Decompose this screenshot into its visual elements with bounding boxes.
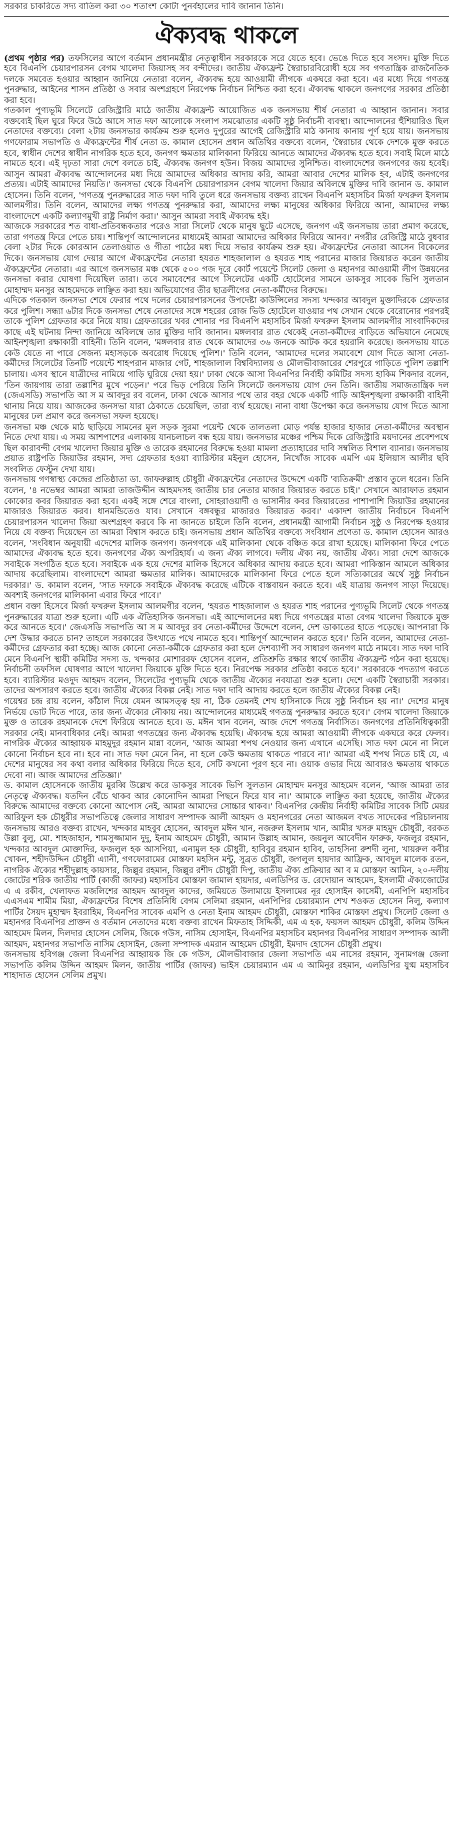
article-paragraph: প্রধান বক্তা হিসেবে মির্জা ফখরুল ইসলাম আলমগীর বলেন, 'হযরত শাহজালাল ও হযরত শাহ পরানের পুণ্যভূমি সিলেট থেকে গণতন্ত্র পুনরুদ্ধারের যাত্রা শুরু হলো। এটি এক ঐতিহাসিক জনসভা। এই আন্দোলনের মধ্য দিয়ে গণতন্ত্রের মাতা বেগম খালেদা জিয়াকে মুক্ত করে আনতে হবে।' জেএসডি সভাপতি আ স ম আবদুর রব নেতা-কর্মীদের উদ্দেশে বলেন, দেশ ডাকাতের হাতে পড়েছে। আপনারা কি দেশ উদ্ধার করতে চান? তাহলে সরকারের উৎখাতে পথে নামতে হবে। শান্তিপূর্ণ আন্দোলন করতে হবে।' তিনি বলেন, আমাদের নেতা-কর্মীদের গ্রেফতার করা হচ্ছে। আজ কোনো নেতা-কর্মীকে গ্রেফতার করা হলে দেশব্যাপী সব সাধারণ জনগণ মাঠে নামবে। সাত দফা দাবি মেনে বিএনপি স্থায়ী কমিটির সদস্য ড. খন্দকার মোশাররফ হোসেন বলেন, প্রতিশ্রুতি রক্ষার স্বার্থে জাতীয় ঐক্যফ্রন্ট গঠন করা হয়েছে। নির্বাচনী তফসিল ঘোষণার আগে খালেদা জিয়াকে মুক্তি দিতে হবে। নিরপেক্ষ সরকার প্রতিষ্ঠা করতে হবে।' সরকারকে পদত্যাগ করতে হবে। ব্যারিস্টার মওদুদ আহমদ বলেন, সিলেটের পুণ্যভূমি থেকে জাতীয় ঐক্যের নবযাত্রা শুরু হলো। দেশে একটি স্বৈরাচারী সরকার। তাদের অপসারণ করতে হবে। জাতীয় ঐক্যের বিকল্প নেই। সাত দফা দাবি আদায় করতে হলে জাতীয় ঐক্যের বিকল্প নেই। [4,602,449,697]
article-body [4,54,449,982]
article-headline: ঐক্যবদ্ধ থাকলে [155,21,298,49]
article-paragraph: জনসভায় হবিগঞ্জ জেলা বিএনপির আহ্বায়ক জি কে গউস, মৌলভীবাজার জেলা সভাপতি এম নাসের রহমান, সুনামগঞ্জ জেলা সভাপতি কলিম উদ্দিন আহমদ মিলন, জাতীয় পার্টির (জাফর) ভাইস চেয়ারম্যান এম এ আমিনুর রহমান, এলডিপির যুগ্ম মহাসচিব শাহাদাত হোসেন সেলিম প্রমুখ। [4,950,449,982]
article-paragraph: গতকাল পুণ্যভূমি সিলেটে রেজিস্ট্রারি মাঠে জাতীয় ঐক্যফ্রন্ট আয়োজিত এক জনসভায় শীর্ষ নেতারা এ আহ্বান জানান। সবার বক্তব্যেই ছিল ঘুরে ফিরে উঠে আসে সাত দফা আলোকে সংলাপ সমঝোতার একটি সুষ্ঠু নির্বাচনী ব্যবস্থা। আন্দোলনের হুঁশিয়ারিও ছিল নেতাদের বক্তব্যে। বেলা ২টায় জনসভার কার্যক্রম শুরু হলেও দুপুরের আগেই রেজিস্ট্রারি মাঠ কানায় কানায় পূর্ণ হয়ে যায়। জনসভায় গণফোরাম সভাপতি ও ঐক্যফ্রন্টের শীর্ষ নেতা ড. কামাল হোসেন প্রধান অতিথির বক্তব্যে বলেন, 'স্বৈরাচার থেকে দেশকে মুক্ত করতে হবে, স্বাধীন দেশের স্বাধীন নাগরিক হতে হবে, জনগণ ক্ষমতার মালিকানা ফিরিয়ে আনতে আমাদের ঐক্যবদ্ধ হতে হবে। সবাই মিলে মাঠে নামতে হবে। এই দৃঢ়তা সারা দেশে বলতে চাই, ঐক্যবদ্ধ জনগণ হউন। বিজয় আমাদের সুনিশ্চিত। বাংলাদেশের জনগণের জয় হবেই। আসুন আমরা ঐক্যবদ্ধ আন্দোলনের মধ্য দিয়ে আমাদের অধিকার আদায় করি, আমরা আবার দেশের মালিক হব, এটাই জনগণের প্রত্যয়। এটাই আমাদের নিয়তি।' জনসভা থেকে বিএনপি চেয়ারপারসন বেগম খালেদা জিয়ার অবিলম্বে মুক্তির দাবি জানান ড. কামাল হোসেন। তিনি বলেন, 'গণতন্ত্র পুনরুদ্ধারের সাত দফা দাবি তুলে ধরে জনসভায় বক্তব্য রাখেন বিএনপি মহাসচিব মির্জা ফখরুল ইসলাম আলমগীর। তিনি বলেন, আমাদের লক্ষ্য গণতন্ত্র পুনরুদ্ধার করা, আমাদের লক্ষ্য মানুষের অধিকার ফিরিয়ে আনা, আমাদের লক্ষ্য বাংলাদেশে একটি কল্যাণমুখী রাষ্ট্র নির্মাণ করা।' আসুন আমরা সবাই ঐক্যবদ্ধ হই। [4,106,449,222]
article-paragraph: ড. কামাল হোসেনকে জাতীয় মুরব্বি উল্লেখ করে ডাকসুর সাবেক ভিপি সুলতান মোহাম্মদ মনসুর আহমেদ বলেন, 'আজ আমরা তার নেতৃত্বে ঐক্যবদ্ধ। যতদিন বেঁচে থাকব আর কোনোদিন আমরা পিছনে ফিরে যাব না।' আমাকে লাঞ্ছিত করা হয়েছে, জাতীয় ঐক্যের বিরুদ্ধে আমাদের বক্তব্যে কোনো আপোস নেই, আমরা আমাদের সোচ্চার থাকব।' বিএনপির কেন্দ্রীয় নির্বাহী কমিটির সাবেক সিটি মেয়র আরিফুল হক চৌধুরীর সভাপতিত্বে জেলার সাধারণ সম্পাদক আলী আহমদ ও মহানগরের নেতা আজমল বখত সাদেকের পরিচালনায় জনসভায় আরও বক্তব্য রাখেন, খন্দকার মাহবুব হোসেন, আবদুল মঈন খান, নজরুল ইসলাম খান, আমীর খসরু মাহমুদ চৌধুরী, বরকত উল্লা বুলু, মো. শাহজাহান, শামসুজ্জামান দুদু, ইনাম আহমেদ চৌধুরী, আমান উল্লাহ আমান, জয়নুল আবেদীন ফারুক, ফজলুর রহমান, খন্দকার আবদুল মোক্তাদির, ফজলুল হক আসপিয়া, এনামুল হক চৌধুরী, হাবিবুর রহমান হাবিব, তাহসিনা রুশদী লুনা, খায়রুল কবীর খোকন, শহীদউদ্দিন চৌধুরী এ্যানী, গণফোরামের মোস্তফা মহসিন মন্টু, সুব্রত চৌধুরী, জগলুল হায়দার আফ্রিক, আবদুল মালেক রতন, নাগরিক ঐক্যের শহীদুল্লাহ কায়সার, জিল্লুর রহমান, জিল্লুর রশীদ চৌধুরী দিপু, জাতীয় ঐক্য প্রক্রিয়ার আ ব ম মোস্তফা আমিন, ২০-দলীয় জোটের শরিক জাতীয় পার্টি (কাজী জাফর) মহাসচিব মোস্তফা জামাল হায়দার, এলডিপির ড. রেদোয়ান আহমেদ, ইসলামী ঐক্যজোটের এ এ রকীব, খেলাফত মজলিশের আহমদ আবদুল কাদের, জমিয়তে উলামায়ে ইসলামের নূর হোসাইন কাসেমী, এনপিপি মহাসচিব এএসএম শামীম মিয়া, ঐক্যফ্রন্টের বিশেষ প্রতিনিধি বেগম সেলিমা রহমান, এনপিপির চেয়ারম্যান শেখ শওকত হোসেন নিলু, কল্যাণ পার্টির সৈয়দ মুহাম্মদ ইবরাহিম, বিএনপির সাবেক এমপি ও নেতা ইনাম আহমদ চৌধুরী, মোস্তফা শাকির মোস্তফা প্রমুখ। সিলেট জেলা ও মহানগর বিএনপির প্রাক্তন ও বর্তমান নেতাদের মধ্যে বক্তব্য রাখেন মিফতাহ সিদ্দিকী, এম এ হক, ফয়সল আহমদ চৌধুরী, কলিম উদ্দিন আহমেদ মিলন, দিলদার হোসেন সেলিম, জিকে গউস, নাসিম হোসাইন, বিএনপির মহাসচিব মহানগর বিএনপির সাধারণ সম্পাদক আলী আহমদ, মহানগর সভাপতি নাসিম হোসাইন, জেলা সম্পাদক এমরান আহমেদ চৌধুরী, ইমদাদ হোসেন চৌধুরী প্রমুখ। [4,781,449,950]
previous-article-tail: সরকার চাকরিতে সদ্য বাতিল করা ৩০ শতাংশ কোটা পুনর্বহালের দাবি জানান তিনি। [4,2,449,17]
article-paragraph: জনসভা মঞ্চ থেকে মাঠ ছাড়িয়ে সামনের মূল সড়ক সুরমা পয়েন্ট থেকে তালতলা মোড় পর্যন্ত হাজার হাজার নেতা-কর্মীদের অবস্থান নিতে দেখা যায়। এ সময় আশপাশের এলাকায় যানচলাচল বন্ধ হয়ে যায়। জনসভার মঞ্চের পশ্চিম দিকে রেজিস্ট্রারি ময়দানের প্রবেশপথে ছিল কারাবন্দী বেগম খালেদা জিয়ার মুক্তি ও তারেক রহমানের বিরুদ্ধে হওয়া মামলা প্রত্যাহারের দাবি সম্বলিত বিশাল ব্যানার। জনসভায় প্রয়াত রাষ্ট্রপতি জিয়াউর রহমান, সদ্য গ্রেফতার হওয়া ব্যারিস্টার মইনুল হোসেন, নিখোঁজ সাবেক এমপি এম ইলিয়াস আলীর ছবি সংবলিত ফেস্টুন দেখা যায়। [4,422,449,475]
continuation-reference: (প্রথম পৃষ্ঠার পর) [4,53,65,64]
article-paragraph: গয়েশ্বর চন্দ্র রায় বলেন, কাঁঠাল দিয়ে যেমন আমসত্ত্ব হয় না, ঠিক তেমনই শেখ হাসিনাকে দিয়ে সুষ্ঠু নির্বাচন হয় না।' দেশের মানুষ নির্ভয়ে ভোট দিতে পারে, তার জন্য ঐক্যের নৌকায় নয়। আন্দোলনের মাধ্যমেই গণতন্ত্র পুনরুদ্ধার করতে হবে।' বেগম খালেদা জিয়াকে মুক্ত ও তারেক রহমানকে দেশে ফিরিয়ে আনতে হবে। ড. মঈন খান বলেন, আজ দেশে গণতন্ত্র নির্বাসিত। জনগণের প্রতিনিধিত্বকারী সরকার নেই। মানবাধিকার নেই। আমরা গণতন্ত্রের জন্য ঐক্যবদ্ধ হয়েছি। ঐক্যবদ্ধ হয়ে আমরা আওয়ামী লীগকে একঘরে করে ফেলব। নাগরিক ঐক্যের আহ্বায়ক মাহমুদুর রহমান মান্না বলেন, 'আজ আমরা শপথ নেওয়ার জন্য এখানে এসেছি। সাত দফা মেনে না নিলে কোনো নির্বাচন হবে না। হবে না। সাত দফা মেনে নিন, না হলে কেউ ক্ষমতায় থাকতে পারবে না।' আমরা এই শপথ নিতে চাই যে, এ দেশের মানুষের সব কথা বলার অধিকার ফিরিয়ে দিতে হবে, সেটি কখনো পূরণ হবে না। ওয়াক ওভার দিয়ে আবারও ক্ষমতায় থাকতে দেবো না। আজ আমাদের প্রতিজ্ঞা।' [4,696,449,781]
article-paragraph: জনসভায় গণস্বাস্থ্য কেন্দ্রের প্রতিষ্ঠাতা ডা. জাফরুল্লাহ চৌধুরী ঐক্যফ্রন্টের নেতাদের উদ্দেশে একটি 'ব্যতিক্রমী' প্রস্তাব তুলে ধরেন। তিনি বলেন, '৪ নভেম্বর আমরা আমরা তাজউদ্দীন আহমদসহ জাতীয় চার নেতার মাজার জিয়ারত করতে চাই।' সেখানে আরাফাত রহমান কোকোর কবর জিয়ারত করা হবে। একই সঙ্গে শেরে বাংলা, সোহরাওয়ার্দী ও ভাসানীর কবর জিয়ারতের পাশাপাশি জিয়াউর রহমানের মাজারও জিয়ারত করব। ধানমন্ডিতেও যাব। সেখানে বঙ্গবন্ধুর মাজারও জিয়ারত করব।' একাদশ জাতীয় নির্বাচনে বিএনপি চেয়ারপারসন খালেদা জিয়া অংশগ্রহণ করবে কি না জানতে চাইলে তিনি বলেন, প্রধানমন্ত্রী আগামী নির্বাচন সুষ্ঠু ও নিরপেক্ষ হওয়ার নিয়ে যে বক্তব্য দিয়েছেন তা আমরা বিশ্বাস করতে চাই। জনসভায় প্রধান অতিথির বক্তব্যে সংবিধান প্রণেতা ড. কামাল হোসেন আরও বলেন, 'সংবিধান অনুযায়ী এদেশের মালিক জনগণ। জনগণকে এই মালিকানা থেকে বঞ্চিত করে রাখা হয়েছে। মালিকানা ফিরে পেতে আমাদের ঐক্যবদ্ধ হতে হবে। জনগণের ঐক্য অপরিহার্য। এ জন্য ঐক্য লাগবে। দলীয় ঐক্য নয়, জাতীয় ঐক্য। সারা দেশে আজকে সবাইকে সংগঠিত হতে হবে। সবাইকে এক হয়ে দেশের মালিক হিসেবে অধিকার আদায় করতে হবে। আমরা পাকিস্তান আমলে অধিকার আদায় করেছিলাম। বাংলাদেশে আমরা ক্ষমতার মালিক। আমাদেরকে মালিকানা ফিরে পেতে হলে সত্যিকারের অর্থে সুষ্ঠু নির্বাচন দরকার।' ড. কামাল বলেন, 'সাত দফাকে সবাইকে ঐক্যবদ্ধ করেছে এটিকে বাস্তবায়ন করতে হবে। এই যাত্রায় জনগণ সাড়া দিয়েছে। অবশ্যই জনগণের মালিকানা এবার ফিরে পাবে।' [4,475,449,602]
paragraph-text: তফসিলের আগে বর্তমান প্রধানমন্ত্রীর নেতৃত্বাধীন সরকারকে সরে যেতে হবে। ভেঙে দিতে হবে সংসদ। মুক্তি দিতে হবে বিএনপি চেয়ারপারসন বেগম খালেদা জিয়াসহ সব বন্দীদের। জাতীয় ঐক্যফ্রন্ট স্বৈরাচারবিরোধী হয়ে সব গণতান্ত্রিক রাজনৈতিক দলকে সমবেত হওয়ার আহ্বান জানিয়ে নেতারা বলেন, ঐক্যবদ্ধ হয়ে আওয়ামী লীগকে একঘরে করা হবে। এর মধ্যে দিয়ে গণতন্ত্র পুনরুদ্ধার, আইনের শাসন প্রতিষ্ঠা ও সবার অংশগ্রহণে নিরপেক্ষ নির্বাচন নিশ্চিত করা হবে। ঐক্যবদ্ধ থাকলে জনগণের সরকার প্রতিষ্ঠা করা হবে। [4,53,449,106]
newspaper-page [4,0,449,982]
article-paragraph: আজকে সরকারের শত বাধা-প্রতিবন্ধকতার পরেও সারা সিলেট থেকে মানুষ ছুটে এসেছে, জনগণ এই জনসভায় তারা প্রমাণ করেছে, তারা গণতন্ত্র ফিরে পেতে চায়। শান্তিপূর্ণ আন্দোলনের মাধ্যমেই আমরা আমাদের অধিকার ফিরিয়ে আনব।' নগরীর রেজিস্ট্রি মাঠে বুধবার বেলা ২টার দিকে কোরআন তেলাওয়াত ও গীতা পাঠের মধ্য দিয়ে সভার কার্যক্রম শুরু হয়। ঐক্যফ্রন্টের নেতারা আসেন বিকেলের দিকে। জনসভায় যোগ দেয়ার আগে ঐক্যফ্রন্টের নেতারা হযরত শাহজালাল ও হযরত শাহ পরানের মাজার জিয়ারত করেন জাতীয় ঐক্যফ্রন্টের নেতারা। এর আগে জনসভার মঞ্চ থেকে ৫০০ গজ দূরে কোর্ট পয়েন্টে সিলেট জেলা ও মহানগর আওয়ামী লীগ উন্নয়নের জনসভা করার ঘোষণা দিয়েছিল তারা। তবে সমাবেশের আগে সিলেটের একটি হোটেলের সামনে ডাকসুর সাবেক ভিপি সুলতান মোহাম্মদ মনসুর আহমেদকে লাঞ্ছিত করা হয়। অভিযোগের তীর ছাত্রলীগের নেতা-কর্মীদের বিরুদ্ধে। [4,222,449,296]
article-paragraph: এদিকে গতকাল জনসভা শেষে ফেরার পথে দলের চেয়ারপারসনের উপদেষ্টা কাউন্সিলের সদস্য খন্দকার আবদুল মুক্তাদিরকে গ্রেফতার করে পুলিশ। সন্ধ্যা ৬টার দিকে জনসভা শেষে নেতাদের সঙ্গে শহরের রোজ ভিউ হোটেলে যাওয়ার পথ সেখান থেকে বেরোনোর পরপরই তাকে পুলিশ গ্রেফতার করে নিয়ে যায়। গ্রেফতারের খবর শোনার পর বিএনপি মহাসচিব মির্জা ফখরুল ইসলাম আলমগীর সাংবাদিকদের কাছে এই ঘটনায় নিন্দা জানিয়ে অবিলম্বে তার মুক্তির দাবি জানান। মঙ্গলবার রাত থেকেই নেতা-কর্মীদের বাড়িতে অভিযানে নেমেছে আইনশৃঙ্খলা রক্ষাকারী বাহিনী। তিনি বলেন, 'মঙ্গলবার রাত থেকে আমাদের ৩৬ জনকে আটক করে হয়রানি করেছে। জনসভায় যাতে কেউ যেতে না পারে সেজন্য মহাসড়কে অবরোধ দিয়েছে পুলিশ।' তিনি বলেন, 'আমাদের দলের সমাবেশে যোগ দিতে আসা নেতা-কর্মীদের সিলেটের তিনটি পয়েন্টে শাহপরান মাজার গেট, শাহজালাল বিশ্ববিদ্যালয় ও মৌলভীবাজারের শেরপুরে গাড়িতে পুলিশ তল্লাশি চালায়। এসব স্থানে যাত্রীদের নামিয়ে গাড়ি ঘুরিয়ে দেয়া হয়।' ঢাকা থেকে আসা বিএনপির নির্বাহী কমিটির সদস্য হাকিম শিকদার বলেন, 'তিন জায়গায় তারা তল্লাশির মুখে পড়েন।' পরে ভিড় পেরিয়ে তিনি সিলেটে জনসভায় যোগ দেন তিনি। জাতীয় সমাজতান্ত্রিক দল (জেএসডি) সভাপতি আ স ম আবদুর রব বলেন, ঢাকা থেকে আসার পথে তার বহর থেকে একটি গাড়ি আইনশৃঙ্খলা রক্ষাকারী বাহিনী থানায় নিয়ে যায়। আজকের জনসভা যারা ঠেকাতে চেয়েছিল, তারা ব্যর্থ হয়েছে। নানা বাধা উপেক্ষা করে জনসভায় যোগ দিতে আসা মানুষের ঢল প্রমাণ করে জনসভা সফল হয়েছে। [4,296,449,423]
article-paragraph [4,54,449,107]
